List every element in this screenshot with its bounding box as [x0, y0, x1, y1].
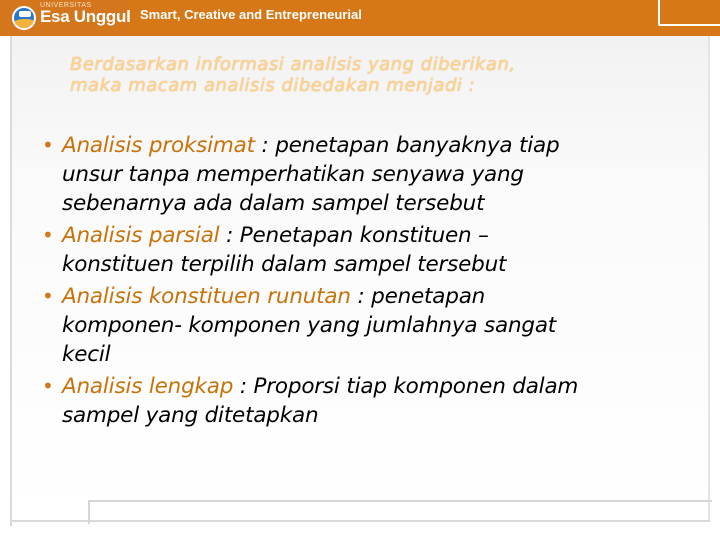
- bullet-text: unsur tanpa memperhatikan senyawa yang: [62, 162, 524, 187]
- bullet-term: Analisis lengkap: [62, 374, 234, 399]
- bullet-text: konstituen terpilih dalam sampel tersebut: [62, 252, 507, 277]
- bullet-item-lengkap: [40, 372, 710, 430]
- bullet-item-proksimat: [40, 131, 710, 218]
- slide-title: [70, 54, 690, 96]
- title-line-2: maka macam analisis dibedakan menjadi :: [70, 75, 476, 96]
- bullet-text: : Proporsi tiap komponen dalam: [233, 374, 579, 399]
- header-outline-box: [658, 0, 720, 26]
- bullet-text: : penetapan: [350, 284, 486, 309]
- bullet-icon: •: [42, 284, 54, 308]
- brand-small-text: UNIVERSITAS: [40, 2, 92, 9]
- bullet-text: sampel yang ditetapkan: [62, 403, 319, 428]
- bullet-item-parsial: [40, 221, 710, 279]
- bullet-term: Analisis konstituen runutan: [62, 284, 351, 309]
- title-line-1: Berdasarkan informasi analisis yang diberikan,: [70, 54, 516, 75]
- university-logo-icon: [12, 6, 36, 30]
- bullet-text: sebenarnya ada dalam sampel tersebut: [62, 191, 485, 216]
- bullet-text: kecil: [62, 342, 111, 367]
- frame-line-inner: [88, 500, 712, 524]
- bullet-text: komponen- komponen yang jumlahnya sangat: [62, 313, 557, 338]
- tagline: Smart, Creative and Entrepreneurial: [140, 7, 362, 22]
- header-bar: [0, 0, 720, 36]
- bullet-text: : Penetapan konstituen –: [219, 223, 489, 248]
- bullet-term: Analisis proksimat: [62, 133, 255, 158]
- frame-line-left: [10, 36, 12, 526]
- bullet-icon: •: [42, 374, 54, 398]
- brand-name: Esa Unggul: [40, 7, 131, 26]
- bullet-list: [40, 131, 710, 433]
- bullet-term: Analisis parsial: [62, 223, 220, 248]
- bullet-icon: •: [42, 223, 54, 247]
- bullet-text: : penetapan banyaknya tiap: [254, 133, 560, 158]
- bullet-item-runutan: [40, 282, 710, 369]
- bullet-icon: •: [42, 133, 54, 157]
